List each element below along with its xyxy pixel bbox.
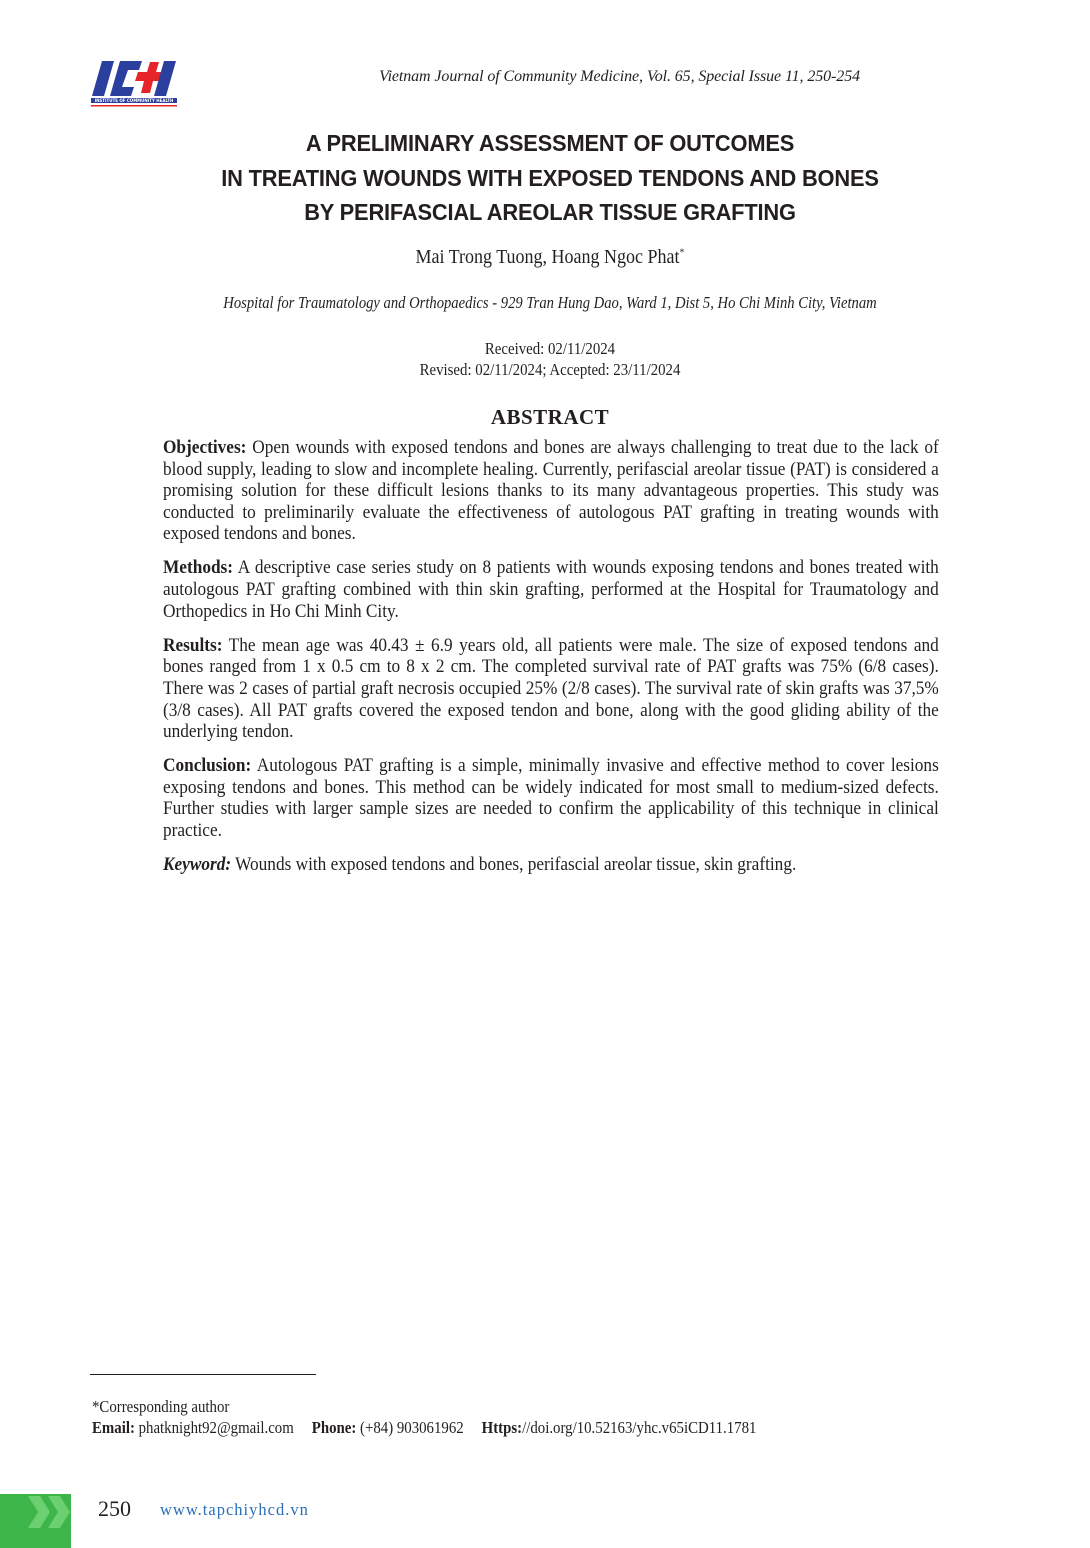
journal-website-link[interactable]: www.tapchiyhcd.vn [160,1500,309,1519]
footnote-divider [90,1374,316,1375]
abstract-conclusion [163,755,939,841]
abstract-keywords [163,854,939,876]
title-line: BY PERIFASCIAL AREOLAR TISSUE GRAFTING [304,199,796,225]
doi-label: Https: [481,1418,523,1437]
journal-citation: Vietnam Journal of Community Medicine, Vol. 65, Special Issue 11, 250-254 [379,68,860,85]
authors [235,246,865,269]
double-chevron-right-icon [26,1496,72,1528]
contact-line [92,1417,992,1438]
abstract-heading: ABSTRACT [490,405,610,429]
article-dates [325,338,775,380]
section-text: Open wounds with exposed tendons and bones are always challenging to treat due to the lack of blood supply, leading to slow and incomplete healing. Currently, perifascial areolar tissue (PAT) is considered a promising solution for these difficult lesions thanks to its many advantageous properties. This study was conducted to preliminarily evaluate the effectiveness of autologous PAT grafting in treating wounds with exposed tendons and bones. [163,437,939,545]
keyword-label: Keyword: [163,854,232,876]
title-line: IN TREATING WOUNDS WITH EXPOSED TENDONS AND BONES [221,164,879,191]
email-link[interactable]: phatknight92@gmail.com [134,1418,294,1437]
corresponding-mark: * [679,246,685,259]
logo-text: INSTITUTE OF COMMUNITY HEALTH [94,98,174,104]
phone-number: (+84) 903061962 [356,1418,464,1437]
section-text: Autologous PAT grafting is a simple, minimally invasive and effective method to cover lesions exposing tendons and bones. This method can be widely indicated for most small to medium-sized defects. Further studies with larger sample sizes are needed to confirm the applicability of this technique in clinical practice. [163,755,939,841]
logo-underline [91,105,177,107]
footnote [92,1396,992,1438]
doi-link[interactable]: //doi.org/10.52163/yhc.v65iCD11.1781 [522,1418,757,1437]
logo-letter-i [92,61,114,96]
revised-accepted-date: Revised: 02/11/2024; Accepted: 23/11/2024 [419,360,681,379]
phone-label: Phone: [311,1418,357,1437]
email-label: Email: [92,1418,135,1437]
abstract-results [163,635,939,743]
article-title [141,126,959,230]
section-text: A descriptive case series study on 8 patients with wounds exposing tendons and bones treated with autologous PAT grafting combined with thin skin grafting, performed at the Hospital for Traumatology and Orthopedics in Ho Chi Minh City. [163,557,939,622]
abstract-methods [163,557,939,622]
author-names: Mai Trong Tuong, Hoang Ngoc Phat [415,246,680,268]
ich-logo [90,58,180,110]
title-line: A PRELIMINARY ASSESSMENT OF OUTCOMES [305,130,795,156]
page-number: 250 [98,1496,131,1521]
abstract-body [163,437,939,888]
keyword-text: Wounds with exposed tendons and bones, perifascial areolar tissue, skin grafting. [231,854,797,876]
received-date: Received: 02/11/2024 [484,339,616,358]
section-label: Objectives: [163,437,247,458]
corresponding-author-note: *Corresponding author [92,1397,230,1416]
section-label: Conclusion: [163,755,252,777]
section-label: Results: [163,634,223,656]
section-text: The mean age was 40.43 ± 6.9 years old, all patients were male. The size of exposed tendons and bones ranged from 1 x 0.5 cm to 8 x 2 cm. The completed survival rate of PAT grafts was 75% (6/8 cases). There was 2 cases of partial graft necrosis occupied 25% (2/8 cases). The survival rate of skin grafts was 37,5% (3/8 cases). All PAT grafts covered the exposed tendon and bone, along with the good gliding ability of the underlying tendon. [163,634,939,743]
affiliation: Hospital for Traumatology and Orthopaedics - 929 Tran Hung Dao, Ward 1, Dist 5, Ho Chi Minh City, Vietnam [223,293,877,312]
section-label: Methods: [163,557,234,579]
abstract-objectives [163,437,939,545]
